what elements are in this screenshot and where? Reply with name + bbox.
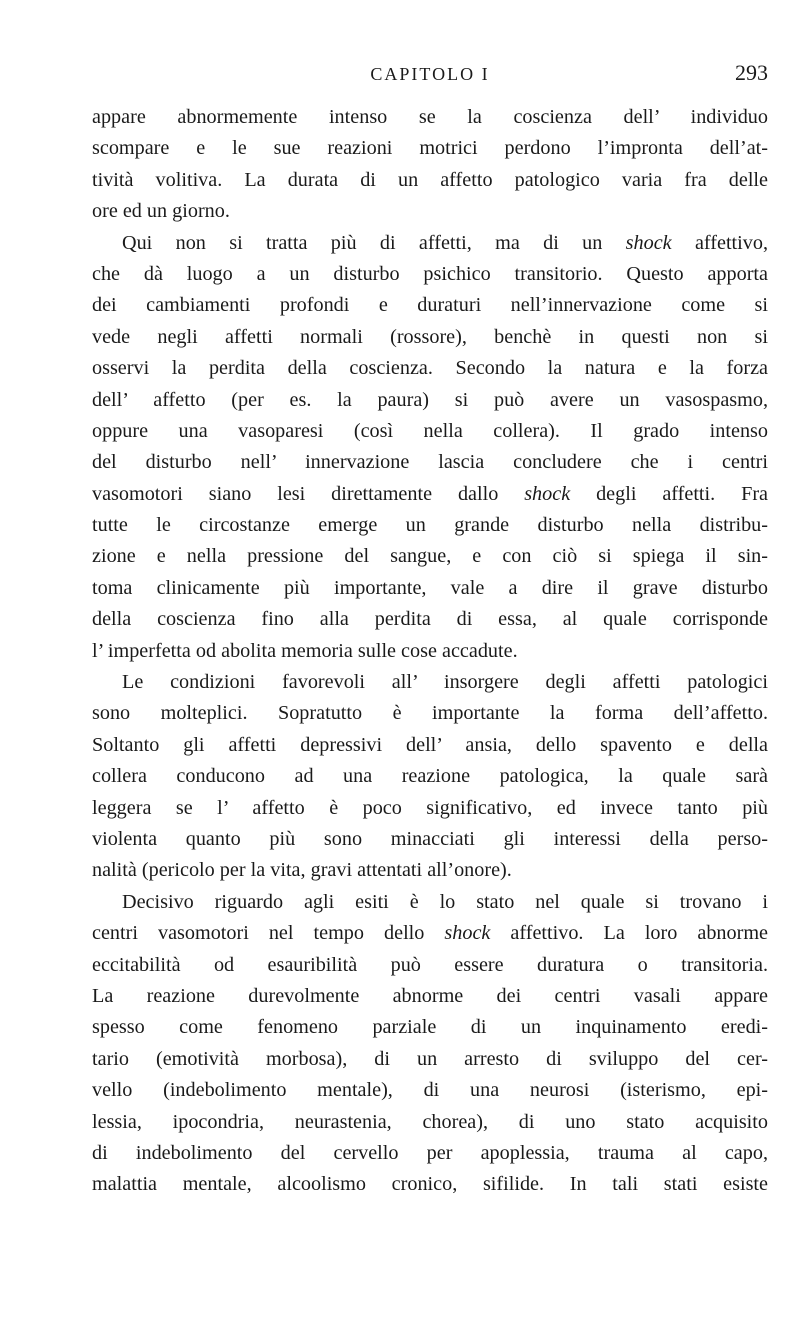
text-line: malattia mentale, alcoolismo cronico, sifilide. In tali stati esiste [92,1173,768,1196]
chapter-title: CAPITOLO I [370,64,490,84]
text-line: nalità (pericolo per la vita, gravi attentati all’onore). [92,859,512,882]
italic-term: shock [625,231,672,254]
text-span: degli affetti. Fra [570,482,768,505]
italic-term: shock [444,922,491,945]
text-line: del disturbo nell’ innervazione lascia concludere che i centri [92,451,768,474]
text-line [92,479,768,510]
body-text [92,102,768,1201]
text-line: di indebolimento del cervello per apoplessia, trauma al capo, [92,1141,768,1164]
text-line: sono molteplici. Sopratutto è importante la forma dell’affetto. [92,702,768,725]
text-line: che dà luogo a un disturbo psichico transitorio. Questo apporta [92,262,768,285]
text-line: La reazione durevolmente abnorme dei centri vasali appare [92,984,768,1007]
text-line: scompare e le sue reazioni motrici perdono l’impronta dell’at- [92,137,768,160]
text-line: vello (indebolimento mentale), di una neurosi (isterismo, epi- [92,1079,768,1102]
text-line: collera conducono ad una reazione patologica, la quale sarà [92,765,768,788]
text-line: vede negli affetti normali (rossore), benchè in questi non si [92,325,768,348]
text-line [92,918,768,949]
text-line: spesso come fenomeno parziale di un inquinamento eredi- [92,1016,768,1039]
text-line: lessia, ipocondria, neurastenia, chorea), di uno stato acquisito [92,1110,768,1133]
italic-term: shock [524,482,571,505]
text-line: tutte le circostanze emerge un grande disturbo nella distribu- [92,514,768,537]
text-span: affettivo, [671,231,768,254]
text-line: toma clinicamente più importante, vale a dire il grave disturbo [92,576,768,599]
text-line [92,228,768,259]
text-line: violenta quanto più sono minacciati gli interessi della perso- [92,827,768,850]
running-head [92,60,768,90]
text-span: affettivo. La loro abnorme [490,922,768,945]
text-line: tario (emotività morbosa), di un arresto di sviluppo del cer- [92,1047,768,1070]
text-line: l’ imperfetta od abolita memoria sulle cose accadute. [92,639,518,662]
text-line: zione e nella pressione del sangue, e con ciò si spiega il sin- [92,545,768,568]
text-line: Le condizioni favorevoli all’ insorgere degli affetti patologici [122,671,768,694]
text-line: tività volitiva. La durata di un affetto patologico varia fra delle [92,168,768,191]
text-line: della coscienza fino alla perdita di essa, al quale corrisponde [92,608,768,631]
text-line: oppure una vasoparesi (così nella collera). Il grado intenso [92,419,768,442]
text-line: eccitabilità od esauribilità può essere duratura o transitoria. [92,953,768,976]
text-span: centri vasomotori nel tempo dello [92,922,445,945]
text-line: osservi la perdita della coscienza. Secondo la natura e la forza [92,357,768,380]
text-line: Decisivo riguardo agli esiti è lo stato nel quale si trovano i [122,890,768,913]
text-line: dell’ affetto (per es. la paura) si può avere un vasospasmo, [92,388,768,411]
text-line: appare abnormemente intenso se la coscienza dell’ individuo [92,106,768,128]
text-line: ore ed un giorno. [92,200,230,223]
text-span: vasomotori siano lesi direttamente dallo [92,482,525,505]
text-line: Soltanto gli affetti depressivi dell’ ansia, dello spavento e della [92,733,768,756]
text-line: leggera se l’ affetto è poco significativo, ed invece tanto più [92,796,768,819]
text-line: dei cambiamenti profondi e duraturi nell’innervazione come si [92,294,768,317]
text-span: Qui non si tratta più di affetti, ma di un [122,231,626,254]
page-number: 293 [735,60,768,85]
